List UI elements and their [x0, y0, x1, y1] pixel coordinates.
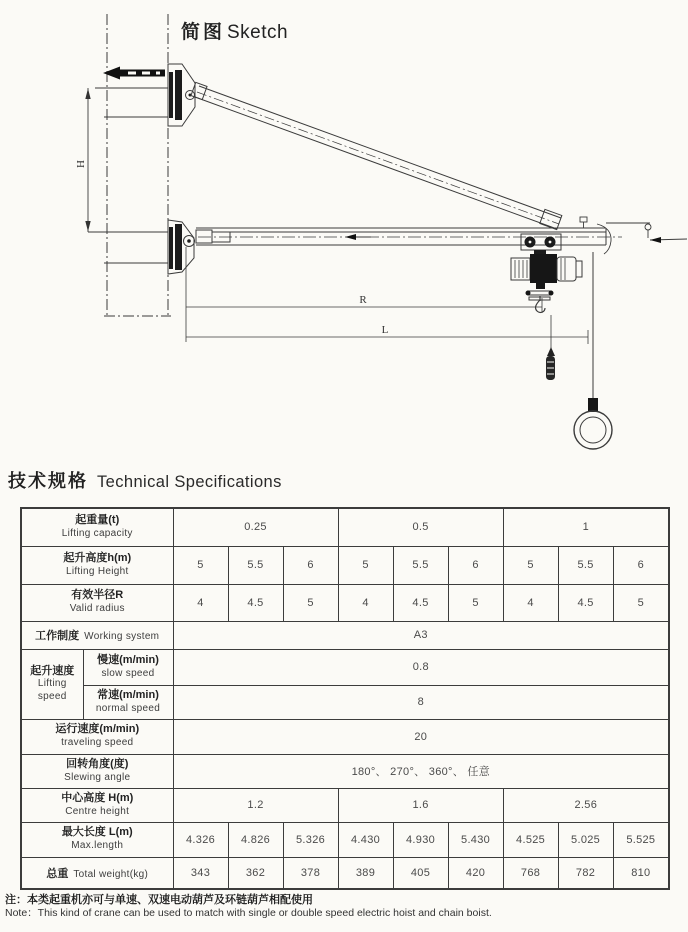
- footnote-en: Note：This kind of crane can be used to match with single or double speed electric hoist and chain boist.: [5, 907, 492, 920]
- normal-speed-value: 8: [173, 685, 669, 719]
- pendant-control: [546, 315, 555, 380]
- section-title: [8, 467, 282, 493]
- label-zh: 总重: [46, 867, 69, 880]
- max-length-value-4: 4.930: [393, 822, 448, 857]
- label-max-length: [21, 822, 173, 857]
- working-system-value: A3: [173, 621, 669, 649]
- label-zh: 中心高度 H(m): [61, 791, 134, 804]
- sketch-title-en: Sketch: [227, 22, 289, 43]
- projection-lines: [88, 88, 168, 263]
- capacity-value-1: 0.5: [338, 508, 503, 546]
- label-en: Working system: [84, 631, 160, 642]
- dim-label-h: H: [75, 160, 87, 168]
- total-weight-value-0: 343: [173, 857, 228, 889]
- label-lifting-speed: [21, 649, 83, 719]
- height-value-5: 6: [448, 546, 503, 584]
- height-value-6: 5: [503, 546, 558, 584]
- radius-value-4: 4.5: [393, 584, 448, 621]
- dim-label-r: R: [359, 294, 367, 306]
- label-en: slow speed: [101, 667, 155, 679]
- label-slow-speed: [83, 649, 173, 685]
- footnote: [5, 894, 681, 920]
- centre-height-value-1: 1.6: [338, 788, 503, 822]
- total-weight-value-8: 810: [613, 857, 669, 889]
- height-value-8: 6: [613, 546, 669, 584]
- hook: [526, 283, 554, 312]
- label-zh: 运行速度(m/min): [55, 723, 140, 736]
- traveling-speed-value: 20: [173, 719, 669, 754]
- height-value-2: 6: [283, 546, 338, 584]
- total-weight-value-2: 378: [283, 857, 338, 889]
- jib-end-stop: [580, 217, 687, 254]
- height-value-4: 5.5: [393, 546, 448, 584]
- max-length-value-1: 4.826: [228, 822, 283, 857]
- label-zh: 起升高度h(m): [63, 551, 132, 564]
- slow-speed-value: 0.8: [173, 649, 669, 685]
- crane-sketch: [0, 0, 688, 465]
- centre-height-value-0: 1.2: [173, 788, 338, 822]
- label-zh: 工作制度: [35, 630, 80, 642]
- label-en: Total weight(kg): [73, 868, 149, 880]
- dimension-h: [85, 88, 90, 232]
- spec-table: [20, 507, 670, 890]
- dim-label-l: L: [381, 324, 389, 336]
- total-weight-value-6: 768: [503, 857, 558, 889]
- label-en: Valid radius: [69, 603, 125, 615]
- radius-value-8: 5: [613, 584, 669, 621]
- label-slewing-angle: [21, 754, 173, 788]
- max-length-value-5: 5.430: [448, 822, 503, 857]
- footnote-zh: 注：本类起重机亦可与单速、双速电动葫芦及环链葫芦相配使用: [5, 894, 313, 906]
- section-title-en: Technical Specifications: [97, 473, 282, 491]
- label-normal-speed: [83, 685, 173, 719]
- radius-value-6: 4: [503, 584, 558, 621]
- max-length-value-0: 4.326: [173, 822, 228, 857]
- label-valid-radius: [21, 584, 173, 621]
- label-en: Centre height: [65, 805, 130, 817]
- height-value-3: 5: [338, 546, 393, 584]
- max-length-value-6: 4.525: [503, 822, 558, 857]
- total-weight-value-4: 405: [393, 857, 448, 889]
- label-zh: 慢速(m/min): [97, 653, 159, 666]
- max-length-value-8: 5.525: [613, 822, 669, 857]
- total-weight-value-1: 362: [228, 857, 283, 889]
- label-zh: 起升速度: [30, 664, 75, 677]
- label-total-weight: [21, 857, 173, 889]
- centre-height-value-2: 2.56: [503, 788, 669, 822]
- label-zh: 有效半径R: [71, 589, 124, 602]
- label-zh: 常速(m/min): [97, 688, 159, 701]
- radius-value-2: 5: [283, 584, 338, 621]
- wall-anchor-arrow: [103, 67, 165, 80]
- label-en: Max.length: [71, 840, 124, 852]
- mount-bracket-bottom: [168, 220, 195, 274]
- label-working-system: [21, 621, 173, 649]
- radius-value-1: 4.5: [228, 584, 283, 621]
- height-value-0: 5: [173, 546, 228, 584]
- lifting-ring: [574, 252, 612, 449]
- label-zh: 起重量(t): [75, 514, 120, 527]
- height-value-7: 5.5: [558, 546, 613, 584]
- max-length-value-2: 5.326: [283, 822, 338, 857]
- tie-rod: [191, 82, 562, 229]
- max-length-value-7: 5.025: [558, 822, 613, 857]
- label-lifting-capacity: [21, 508, 173, 546]
- height-value-1: 5.5: [228, 546, 283, 584]
- max-length-value-3: 4.430: [338, 822, 393, 857]
- radius-value-3: 4: [338, 584, 393, 621]
- label-zh: 最大长度 L(m): [61, 826, 133, 839]
- label-en: normal speed: [95, 702, 161, 714]
- jib-arm: [196, 228, 622, 245]
- electric-hoist: [511, 254, 582, 283]
- section-title-zh: 技术规格: [8, 471, 88, 491]
- label-zh: 回转角度(度): [66, 757, 129, 770]
- label-en: Lifting Height: [65, 565, 129, 577]
- wall-column: [104, 14, 171, 316]
- label-centre-height: [21, 788, 173, 822]
- capacity-value-2: 1: [503, 508, 669, 546]
- crane-sketch-drawing: [0, 0, 688, 465]
- label-en: Lifting capacity: [61, 527, 133, 539]
- label-traveling-speed: [21, 719, 173, 754]
- label-lifting-height: [21, 546, 173, 584]
- total-weight-value-7: 782: [558, 857, 613, 889]
- slewing-angle-value: 180°、 270°、 360°、 任意: [173, 754, 669, 788]
- total-weight-value-5: 420: [448, 857, 503, 889]
- capacity-value-0: 0.25: [173, 508, 338, 546]
- sketch-title-zh: 简图: [181, 22, 226, 43]
- label-en: Slewing angle: [64, 771, 131, 783]
- radius-value-7: 4.5: [558, 584, 613, 621]
- radius-value-0: 4: [173, 584, 228, 621]
- total-weight-value-3: 389: [338, 857, 393, 889]
- radius-value-5: 5: [448, 584, 503, 621]
- label-en: traveling speed: [61, 737, 134, 749]
- label-en: Lifting speed: [37, 678, 67, 702]
